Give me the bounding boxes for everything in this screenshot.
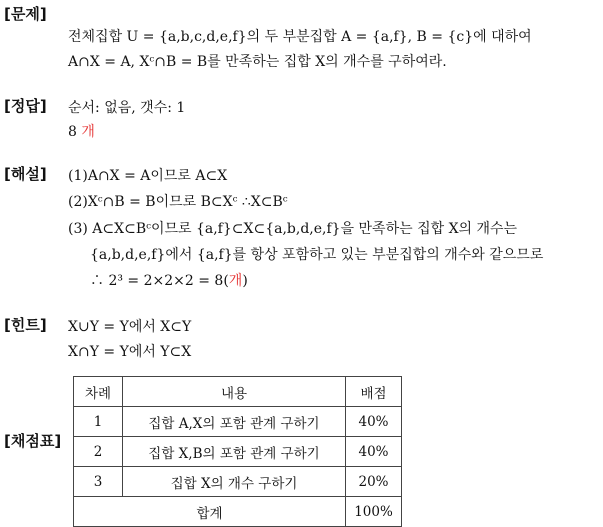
rubric-header-row [74, 377, 402, 407]
solution-label: [해설] [4, 165, 47, 183]
problem-label: [문제] [4, 5, 47, 23]
answer-value: 8 [68, 124, 77, 140]
rubric-cell-score: 20% [346, 467, 402, 497]
answer-value-line [68, 121, 95, 141]
answer-unit: 개 [81, 124, 95, 140]
hint-label: [힌트] [4, 316, 47, 334]
rubric-cell-score: 40% [346, 437, 402, 467]
solution-line-3: (3) A⊂X⊂Bᶜ이므로 {a,f}⊂X⊂{a,b,d,e,f}을 만족하는 집합 X의 개수는 [68, 221, 518, 237]
rubric-cell-content: 집합 A,X의 포함 관계 구하기 [123, 407, 346, 437]
solution-unit: 개 [228, 273, 243, 289]
solution-line-2: (2)Xᶜ∩B = B이므로 B⊂Xᶜ ∴X⊂Bᶜ [68, 194, 288, 210]
problem-line-2: A∩X = A, Xᶜ∩B = B를 만족하는 집합 X의 개수를 구하여라. [68, 54, 447, 70]
rubric-row [74, 437, 402, 467]
rubric-total-label: 합계 [74, 497, 346, 527]
rubric-row [74, 467, 402, 497]
rubric-total-row [74, 497, 402, 527]
rubric-cell-content: 집합 X의 개수 구하기 [123, 467, 346, 497]
rubric-label: [채점표] [4, 432, 62, 450]
rubric-cell-order: 2 [74, 437, 123, 467]
hint-line-1: X∪Y = Y에서 X⊂Y [68, 319, 192, 335]
rubric-total-value: 100% [346, 497, 402, 527]
solution-calc: ∴ 2³ = 2×2×2 = 8( [90, 273, 229, 289]
solution-line-5 [90, 270, 248, 290]
rubric-table [73, 376, 402, 527]
solution-line-4: {a,b,d,e,f}에서 {a,f}를 항상 포함하고 있는 부분집합의 개수와 같으므로 [90, 247, 544, 263]
problem-line-1: 전체집합 U = {a,b,c,d,e,f}의 두 부분집합 A = {a,f}, B = {c}에 대하여 [68, 29, 532, 45]
rubric-cell-order: 3 [74, 467, 123, 497]
answer-label: [정답] [4, 97, 47, 115]
answer-line-1: 순서: 없음, 갯수: 1 [68, 100, 186, 116]
rubric-header-score: 배점 [346, 377, 402, 407]
rubric-row [74, 407, 402, 437]
rubric-header-order: 차례 [74, 377, 123, 407]
solution-close-paren: ) [242, 273, 248, 289]
rubric-cell-order: 1 [74, 407, 123, 437]
hint-line-2: X∩Y = Y에서 Y⊂X [68, 344, 192, 360]
solution-line-1: (1)A∩X = A이므로 A⊂X [68, 168, 228, 184]
rubric-header-content: 내용 [123, 377, 346, 407]
rubric-cell-score: 40% [346, 407, 402, 437]
rubric-cell-content: 집합 X,B의 포함 관계 구하기 [123, 437, 346, 467]
